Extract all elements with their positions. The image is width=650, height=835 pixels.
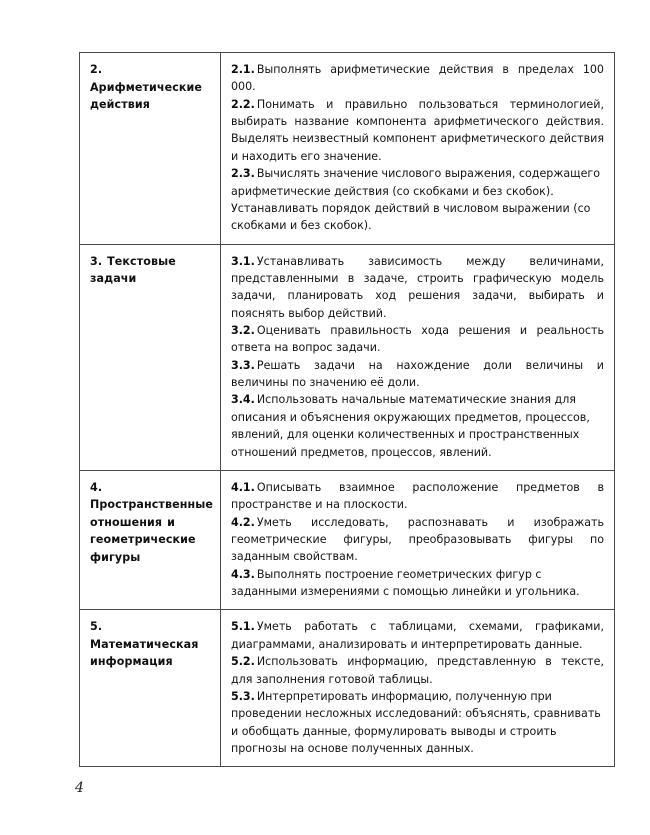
detail-item	[231, 514, 604, 566]
detail-cell	[221, 244, 615, 470]
item-text: Устанавливать зависимость между величинами, представленными в задаче, строить графическую модель задачи, планировать ход решения задачи, выбирать и пояснять выбор действий.	[231, 254, 604, 320]
detail-cell	[221, 53, 615, 245]
detail-item	[231, 61, 604, 96]
item-text: Вычислять значение числового выражения, содержащего арифметические действия (со скобками и без скобок). Устанавливать порядок действий в числовом выражении (со скобками и без скобок).	[231, 167, 601, 233]
item-text: Уметь работать с таблицами, схемами, графиками, диаграммами, анализировать и интерпретировать данные.	[231, 620, 604, 651]
page-number: 4	[75, 780, 84, 796]
item-text: Использовать информацию, представленную в тексте, для заполнения готовой таблицы.	[231, 655, 604, 686]
item-text: Описывать взаимное расположение предметов в пространстве и на плоскости.	[231, 480, 604, 512]
topic-label: 2. Арифметические действия	[90, 63, 203, 112]
topic-cell	[80, 53, 221, 245]
detail-cell	[221, 470, 615, 610]
item-number: 3.1.	[231, 254, 255, 268]
topic-cell	[80, 244, 221, 470]
detail-item	[231, 165, 604, 234]
detail-item	[231, 253, 604, 322]
table-row	[80, 244, 615, 470]
topic-cell	[80, 470, 221, 610]
item-number: 2.2.	[231, 97, 255, 111]
detail-item	[231, 566, 604, 601]
item-text: Оценивать правильность хода решения и реальность ответа на вопрос задачи.	[231, 324, 604, 355]
item-number: 4.3.	[231, 567, 255, 581]
item-number: 5.2.	[231, 655, 255, 669]
detail-item	[231, 688, 604, 757]
topic-label: 5. Математическая информация	[90, 620, 199, 669]
item-text: Понимать и правильно пользоваться терминологией, выбирать название компонента арифметического действия. Выделять неизвестный компонент арифметического действия и находить его значение.	[231, 97, 604, 163]
detail-item	[231, 322, 604, 357]
item-number: 3.3.	[231, 358, 255, 372]
detail-item	[231, 357, 604, 392]
item-number: 5.3.	[231, 689, 255, 703]
detail-item	[231, 391, 604, 460]
item-number: 2.1.	[231, 63, 255, 76]
table-row	[80, 610, 615, 767]
detail-list	[231, 618, 604, 757]
table-row	[80, 53, 615, 245]
item-text: Выполнять арифметические действия в пределах 100 000.	[231, 63, 604, 94]
detail-list	[231, 253, 604, 461]
item-text: Использовать начальные математические знания для описания и объяснения окружающих предметов, процессов, явлений, для оценки количественных и пространственных отношений предметов, процессов, явлений.	[231, 393, 590, 459]
item-number: 4.1.	[231, 480, 255, 494]
item-number: 3.4.	[231, 393, 255, 407]
item-number: 2.3.	[231, 167, 255, 181]
topic-label: 4. Пространственные отношения и геометрические фигуры	[90, 480, 213, 564]
detail-list	[231, 61, 604, 235]
table-row	[80, 470, 615, 610]
topic-cell	[80, 610, 221, 767]
item-text: Интерпретировать информацию, полученную при проведении несложных исследований: объяснять, сравнивать и обобщать данные, формулировать выводы и строить прогнозы на основе полученных данных.	[231, 689, 601, 755]
detail-list	[231, 479, 604, 601]
item-text: Решать задачи на нахождение доли величины и величины по значению её доли.	[231, 358, 604, 390]
detail-item	[231, 96, 604, 165]
detail-cell	[221, 610, 615, 767]
requirements-table	[79, 52, 615, 767]
detail-item	[231, 653, 604, 688]
item-text: Уметь исследовать, распознавать и изображать геометрические фигуры, преобразовывать фигуры по заданным свойствам.	[231, 515, 604, 564]
item-text: Выполнять построение геометрических фигур с заданными измерениями с помощью линейки и угольника.	[231, 567, 580, 599]
table-body	[80, 53, 615, 767]
item-number: 5.1.	[231, 620, 255, 634]
topic-label: 3. Текстовые задачи	[90, 254, 176, 286]
item-number: 3.2.	[231, 324, 255, 338]
detail-item	[231, 618, 604, 653]
detail-item	[231, 479, 604, 514]
item-number: 4.2.	[231, 515, 255, 529]
